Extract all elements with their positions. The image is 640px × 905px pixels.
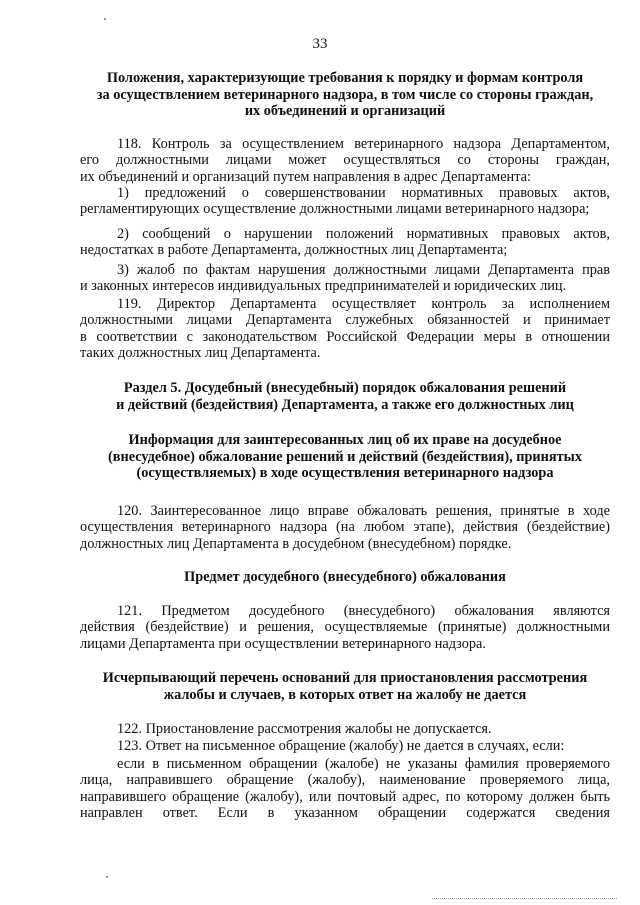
paragraph-121: 121. Предметом досудебного (внесудебного) обжалования являются действия (бездействие) и решения, осуществляемые (принятые) должностными лицами Департамента при осуществлении ветеринарного надзора. — [80, 603, 610, 652]
paragraph-119: 119. Директор Департамента осуществляет контроль за исполнением должностными лицами Департамента служебных обязанностей и принимает в соответствии с законодательством Российской Федерации меры в отношении таких должностных лиц Департамента. — [80, 296, 610, 362]
page-number: 33 — [312, 36, 328, 52]
paragraph-123-case: если в письменном обращении (жалобе) не указаны фамилия проверяемого лица, направившего обращение (жалобу), наименование проверяемого лица, направившего обращение (жалобу), или почтовый адрес, по которому должен быть направлен ответ. Если в указанном обращении содержатся сведения — [80, 756, 610, 822]
heading-suspension-grounds: Исчерпывающий перечень оснований для приостановления рассмотрения жалобы и случаев, в которых ответ на жалобу не дается — [102, 670, 588, 703]
list-item-1: 1) предложений о совершенствовании нормативных правовых актов, регламентирующих осуществление должностными лицами ветеринарного надзора; — [80, 185, 610, 218]
paragraph-118: 118. Контроль за осуществлением ветеринарного надзора Департаментом, его должностными лицами может осуществляться со стороны граждан, их объединений и организаций путем направления в адрес Департамента: — [80, 136, 610, 185]
heading-control-provisions: Положения, характеризующие требования к порядку и формам контроля за осуществлением ветеринарного надзора, в том числе со стороны граждан, их объединений и организаций — [96, 70, 594, 119]
footer-dotted-line — [432, 898, 617, 899]
section-5-heading: Раздел 5. Досудебный (внесудебный) порядок обжалования решений и действий (бездействия) Департамента, а также его должностных лиц — [116, 380, 574, 413]
scan-speck — [104, 18, 106, 20]
heading-appeal-information: Информация для заинтересованных лиц об их праве на досудебное (внесудебное) обжалование решений и действий (бездействия), принятых (осуществляемых) в ходе осуществления ветеринарного надзора — [108, 432, 582, 481]
scan-speck — [106, 876, 108, 878]
paragraph-123: 123. Ответ на письменное обращение (жалобу) не дается в случаях, если: — [117, 738, 565, 754]
heading-appeal-subject: Предмет досудебного (внесудебного) обжалования — [184, 569, 506, 585]
list-item-2: 2) сообщений о нарушении положений нормативных правовых актов, недостатках в работе Департамента, должностных лиц Департамента; — [80, 226, 610, 259]
list-item-3: 3) жалоб по фактам нарушения должностными лицами Департамента прав и законных интересов индивидуальных предпринимателей и юридических лиц. — [80, 262, 610, 295]
paragraph-120: 120. Заинтересованное лицо вправе обжаловать решения, принятые в ходе осуществления ветеринарного надзора (на любом этапе), действия (бездействие) должностных лиц Департамента в досудебном (внесудебном) порядке. — [80, 503, 610, 552]
paragraph-122: 122. Приостановление рассмотрения жалобы не допускается. — [117, 721, 492, 737]
